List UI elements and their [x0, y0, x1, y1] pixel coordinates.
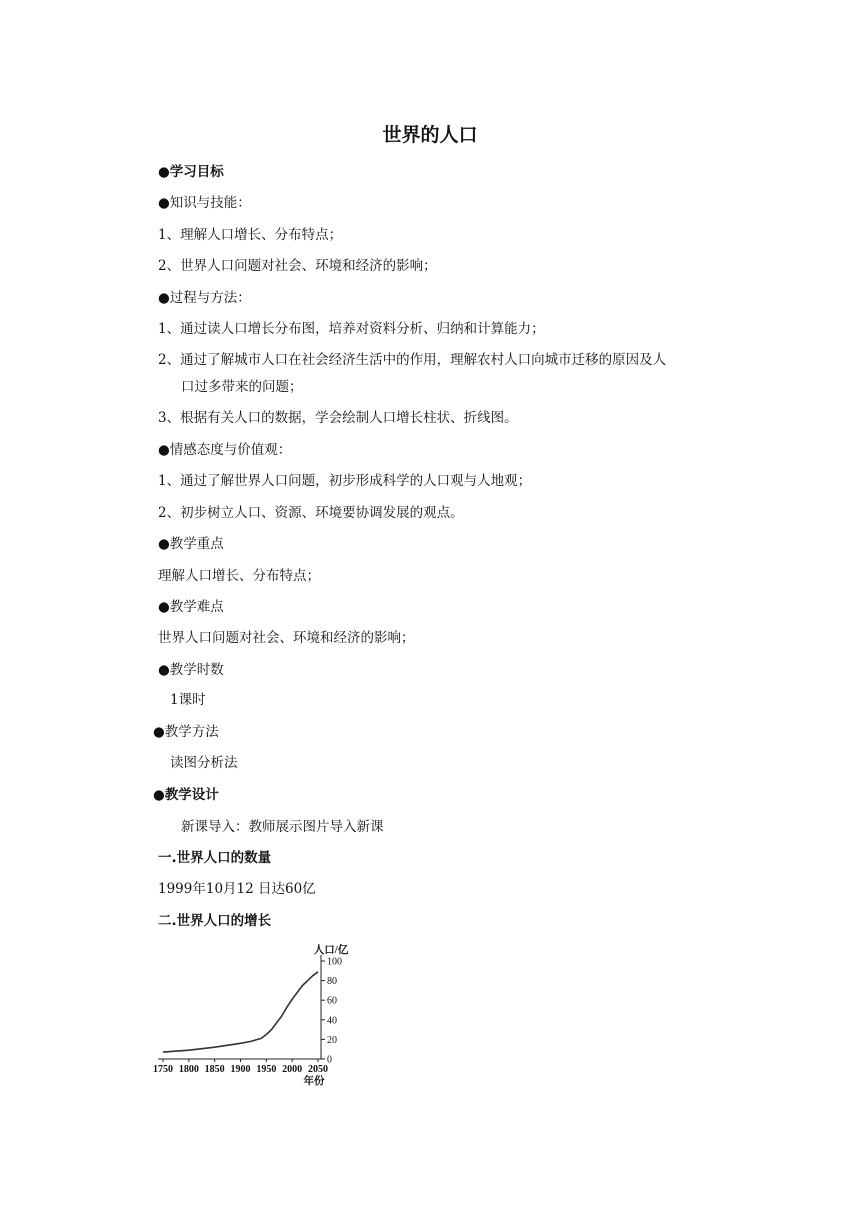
paragraph: 理解人口增长、分布特点；: [158, 568, 320, 584]
heading-knowledge-skills: ●知识与技能：: [158, 195, 251, 211]
paragraph: 读图分析法: [170, 755, 238, 771]
heading-teaching-design: ●教学设计: [153, 787, 219, 803]
heading-difficulties: ●教学难点: [158, 599, 224, 615]
heading-process-methods: ●过程与方法：: [158, 290, 251, 306]
y-tick-label: 40: [327, 1015, 337, 1027]
document-title: 世界的人口: [382, 124, 478, 146]
y-tick-label: 80: [327, 976, 337, 988]
heading-teaching-method: ●教学方法: [153, 724, 219, 740]
list-item-continuation: 口过多带来的问题；: [181, 379, 303, 395]
paragraph: 世界人口问题对社会、环境和经济的影响；: [158, 630, 415, 646]
heading-key-points: ●教学重点: [158, 536, 224, 552]
heading-class-hours: ●教学时数: [158, 662, 224, 678]
y-tick-label: 100: [327, 956, 342, 968]
paragraph: 1999年10月12 日达60亿: [158, 881, 316, 897]
y-tick-label: 20: [327, 1034, 337, 1046]
section-heading-population-growth: 二.世界人口的增长: [158, 913, 272, 929]
x-tick-label: 1950: [256, 1064, 277, 1075]
x-tick-label: 2000: [282, 1064, 303, 1075]
paragraph: 新课导入：教师展示图片导入新课: [181, 819, 384, 835]
list-item: 2、世界人口问题对社会、环境和经济的影响；: [158, 258, 437, 274]
y-tick-label: 0: [327, 1054, 332, 1066]
list-item: 3、根据有关人口的数据，学会绘制人口增长柱状、折线图。: [158, 410, 518, 426]
heading-attitudes-values: ●情感态度与价值观：: [158, 442, 292, 458]
y-axis-label: 人口/亿: [313, 945, 349, 956]
list-item: 1、通过了解世界人口问题，初步形成科学的人口观与人地观；: [158, 473, 532, 489]
list-item: 2、通过了解城市人口在社会经济生活中的作用，理解农村人口向城市迁移的原因及人: [158, 352, 667, 368]
population-growth-chart: [153, 940, 370, 1100]
x-tick-label: 1800: [178, 1064, 199, 1075]
y-tick-label: 60: [327, 995, 337, 1007]
list-item: 2、初步树立人口、资源、环境要协调发展的观点。: [158, 505, 464, 521]
x-tick-label: 1900: [230, 1064, 251, 1075]
x-tick-label: 1750: [153, 1064, 173, 1075]
x-axis-label: 年份: [303, 1076, 325, 1087]
x-tick-label: 1850: [204, 1064, 225, 1075]
list-item: 1、通过读人口增长分布图，培养对资料分析、归纳和计算能力；: [158, 321, 545, 337]
population-series-line: [163, 972, 318, 1052]
heading-learning-goals: ●学习目标: [158, 164, 224, 180]
list-item: 1、理解人口增长、分布特点；: [158, 227, 343, 243]
x-tick-label: 2050: [308, 1064, 328, 1075]
paragraph: 1课时: [170, 692, 206, 708]
section-heading-population-count: 一.世界人口的数量: [158, 850, 272, 866]
